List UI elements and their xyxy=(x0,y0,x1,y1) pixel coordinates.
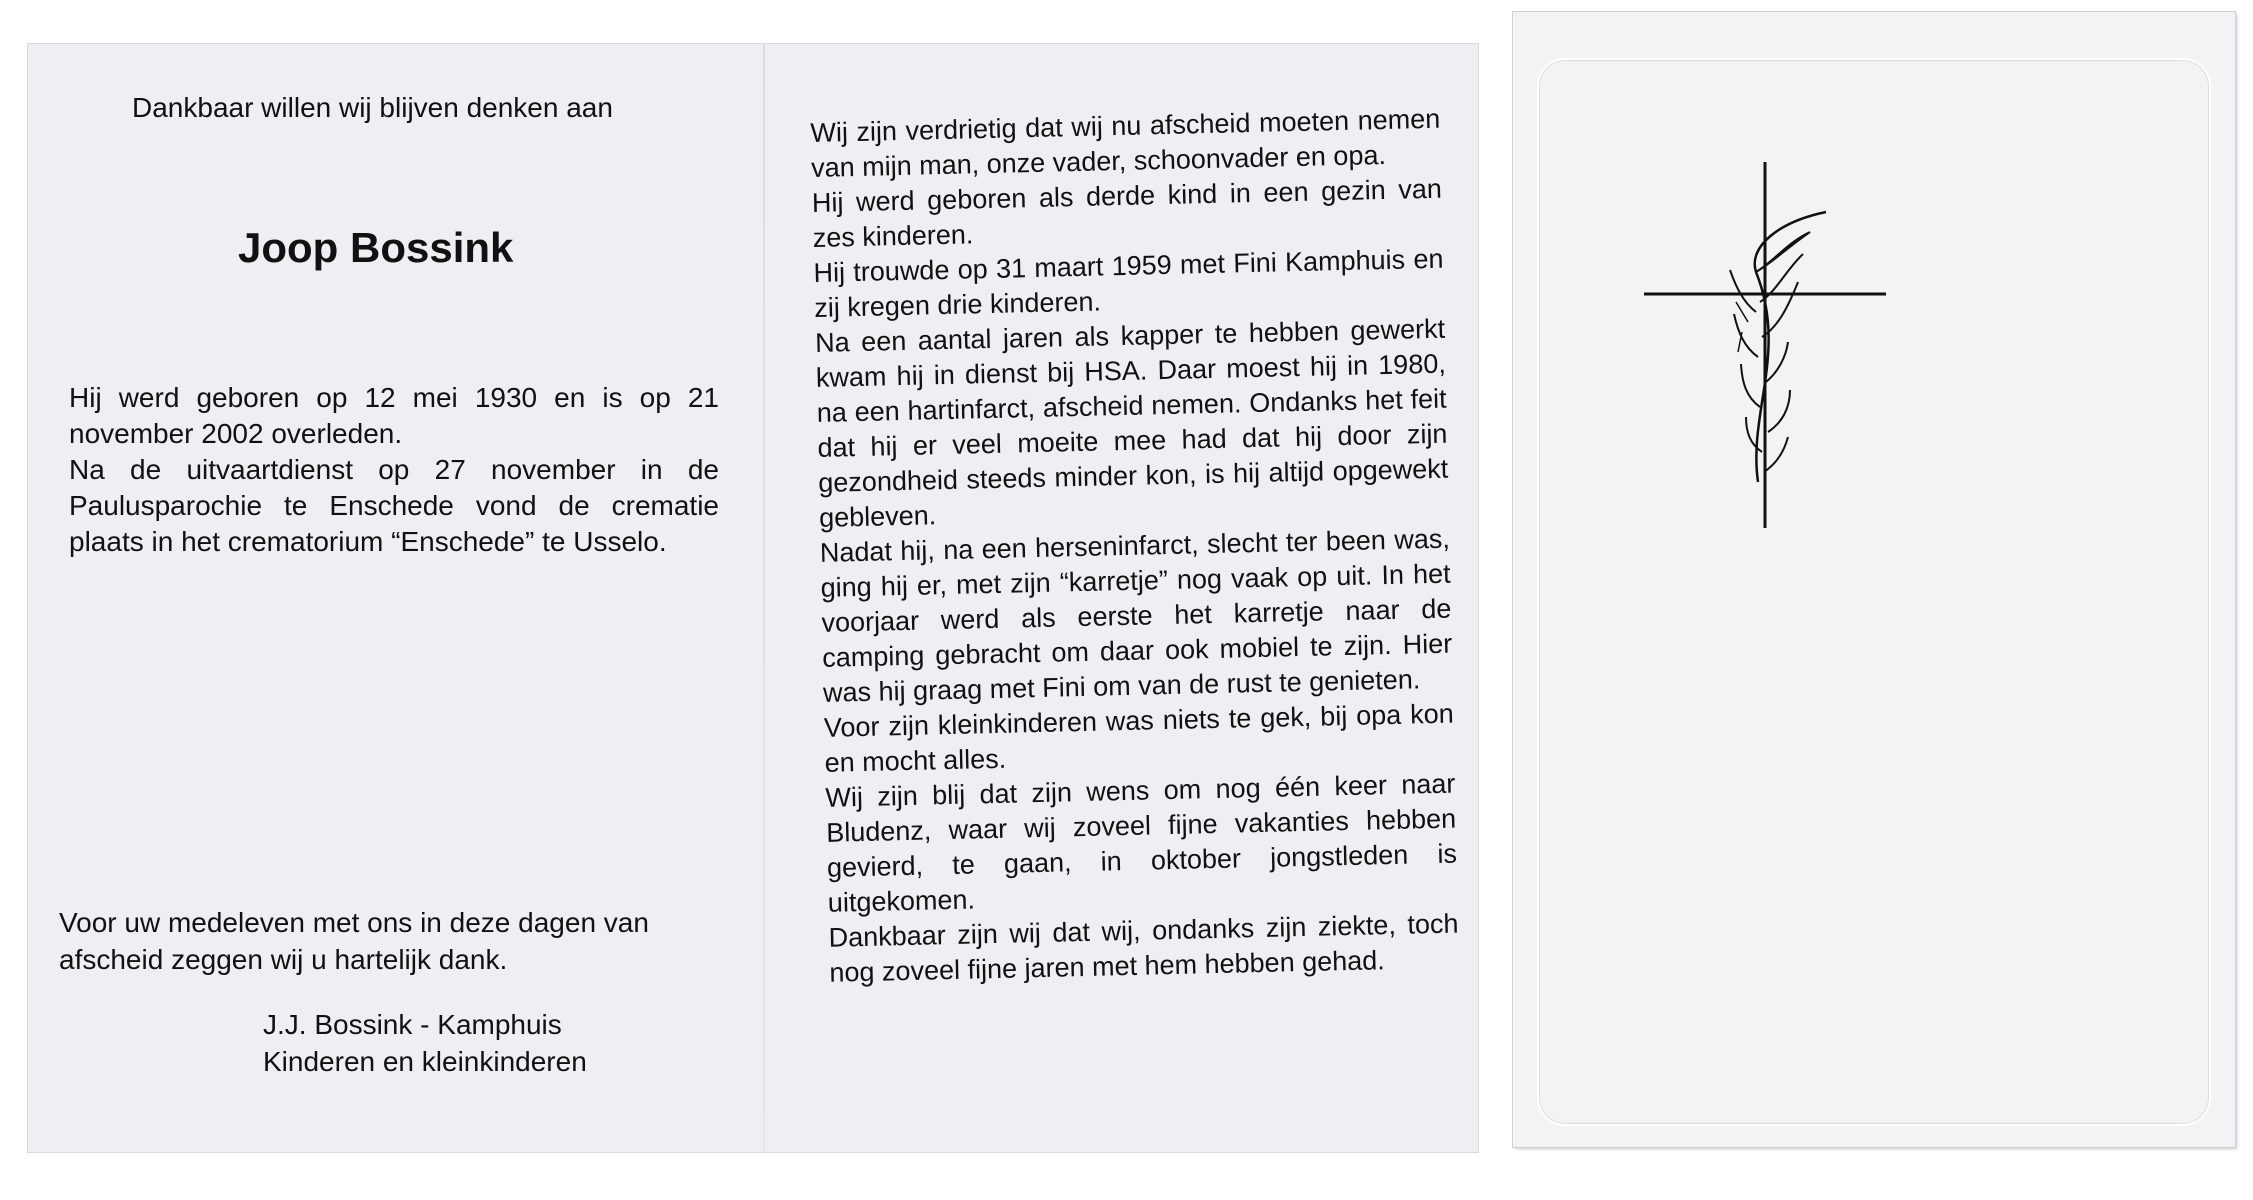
memorial-card-cover xyxy=(1513,12,2235,1147)
bio-paragraph: Voor zijn kleinkinderen was niets te gek, bij opa kon en mocht alles. xyxy=(823,698,1455,778)
bio-paragraph: Hij werd geboren als derde kind in een gezin van zes kinderen. xyxy=(811,173,1443,253)
signature-line-1: J.J. Bossink - Kamphuis xyxy=(263,1009,562,1040)
bio-paragraph: Nadat hij, na een herseninfarct, slecht ter been was, ging hij er, met zijn “karretje” nog vaak op uit. In het voorjaar werd als eerste het karretje naar de camping gebracht om daar ook mobiel te zijn. Hier was hij graag met Fini om van de rust te genieten. xyxy=(819,523,1453,708)
card-left-panel xyxy=(28,44,763,1152)
card-right-panel xyxy=(765,44,1478,1152)
card-intro: Dankbaar willen wij blijven denken aan xyxy=(132,92,613,123)
signature-line-2: Kinderen en kleinkinderen xyxy=(263,1046,587,1077)
memorial-card-inside xyxy=(28,44,1478,1152)
birth-death-details xyxy=(69,380,719,560)
deceased-name: Joop Bossink xyxy=(238,224,514,271)
biography xyxy=(810,102,1460,991)
funeral-paragraph: Na de uitvaartdienst op 27 november in de Paulusparochie te Enschede vond de crematie plaats in het crematorium “Enschede” te Usselo. xyxy=(69,454,719,557)
signature xyxy=(263,1006,587,1080)
bio-paragraph: Dankbaar zijn wij dat wij, ondanks zijn ziekte, toch nog zoveel fijne jaren met hem hebben gehad. xyxy=(828,908,1459,988)
bio-paragraph: Wij zijn verdrietig dat wij nu afscheid moeten nemen van mijn man, onze vader, schoonvader en opa. xyxy=(810,103,1441,183)
bio-paragraph: Hij trouwde op 31 maart 1959 met Fini Kamphuis en zij kregen drie kinderen. xyxy=(813,243,1444,323)
bio-paragraph: Na een aantal jaren als kapper te hebben gewerkt kwam hij in dienst bij HSA. Daar moest hij in 1980, na een hartinfarct, afscheid nemen. Ondanks het feit dat hij er veel moeite mee had dat hij door zijn gezondheid steeds minder kon, is hij altijd opgewekt gebleven. xyxy=(814,313,1449,533)
cross-with-palm-branch-icon xyxy=(1638,152,1898,532)
thanks-text: Voor uw medeleven met ons in deze dagen van afscheid zeggen wij u hartelijk dank. xyxy=(59,907,649,975)
birth-paragraph: Hij werd geboren op 12 mei 1930 en is op 21 november 2002 overleden. xyxy=(69,382,719,449)
bio-paragraph: Wij zijn blij dat zijn wens om nog één keer naar Bludenz, waar wij zoveel fijne vakanties hebben gevierd, te gaan, in oktober jongstleden is uitgekomen. xyxy=(825,768,1458,918)
